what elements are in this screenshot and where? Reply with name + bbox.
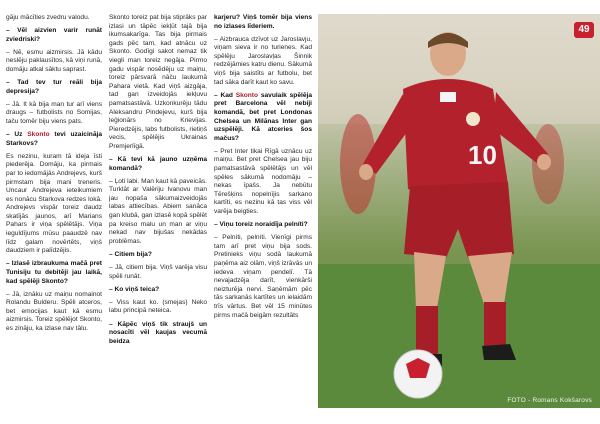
page-number-badge: 49 (574, 22, 594, 38)
body-paragraph: Es nezinu, kuram tā ideja īsti piederēja. Domāju, ka pirmais par to iedomājās Andrejevs, kurš pirmstam bija mani treneris. Uncaur Andrejeva ieteikumiem es nonācu Starkova redzes lokā. Andrejevs vispār toreiz daudz skatījās jaunos, arī Marians Pahars ir viņa spēlētājs. Viņa ieguldījums mūsu paaudzē nav līdz galam novērtēts, viņš daudziem ir palīdzējis. (6, 152, 102, 255)
body-paragraph: – Viss kaut ko. (smejas) Neko labu principā neteica. (109, 298, 207, 315)
body-paragraph: – Jā, citiem bija. Viņš varēja visu spēli runāt. (109, 264, 207, 280)
body-paragraph: – Jā. It kā bija man tur arī viens draugs – futbolists no Somijas, taču tomēr biju viens pats. (6, 100, 102, 125)
question-paragraph: – Vēl aizvien varir runāt zviedriski? (6, 27, 102, 43)
question-paragraph: karjeru? Viņš tomēr bija viens no izlases līderiem. (214, 14, 312, 30)
question-text: savulaik spēlēja pret Barcelona vēl nebiji komandā, bet pret Londonas Chelsea un Milānas Inter gan uzspēlēji. Kā atceries šos mačus? (214, 91, 312, 142)
football-player-illustration (318, 14, 600, 408)
body-paragraph: – Aizbrauca dzīvot uz Jaroslavju, viņam sieva ir no turienes. Kad spēlēju Jaroslavļas Šinnik redzējāmies katru dienu. Sākumā viņš bija saistīts ar futbolu, bet tad sāka darīt kaut ko savu. (214, 35, 312, 86)
body-paragraph: – Ļoti labi. Man kaut kā paveicās. Turklāt ar Valēriju Ivanovu man jau nopaša sākumaizveidojās labas attiecības. Abiem sanāca gan klubā, gan izlasē kopā spēlēt pa kreiso malu un man ar viņu nekad nav bijušas nekādas problēmas. (109, 177, 207, 245)
highlighted-name: Skonto (235, 91, 259, 99)
question-paragraph (214, 92, 312, 144)
question-paragraph: – Izlasē izbraukuma mačā pret Tunisiju tu debitēji jau laikā, kad spēlēji Skonto? (6, 260, 102, 285)
body-paragraph: – Jā, iznāku uz maiņu nomainot Rolandu Bulderu. Spēli atceros, bet emocijas kaut kā esmu aizmirsis. Toreiz spēlējot Skonto, es zināju, ka izlase nav tālu. (6, 290, 102, 332)
body-paragraph: – Pret Inter tikai Rīgā uznācu uz maiņu. Bet pret Chelsea jau biju pamatsastāvā spēlētājs un vēl spēles sākumā nodomāju – nekas īpašs. Ja nebūtu Tērešķins nopelnījis sarkano kartīti, es nezinu kā tas viss vēl varēja beigties. (214, 147, 312, 215)
body-paragraph: – Pelníti, pelníti. Vienīgi pirms tam arī pret viņu bija sods. Pretinieks viņu sodā laukumā paņēma aiz olām, viņš izrāvās un iedeva viņam pendelī. Tā nevajadzēja darīt, vienkārši neizturēja nervi. Saņēmām pēc tās sarkanās kartītes un ielaidām trīs vārtus. Bet vēl 15 minūtes pirms mačā beigām rezultāts (214, 234, 312, 319)
article-column-3 (214, 14, 312, 325)
question-text: – Kad (214, 91, 236, 99)
body-paragraph: gāju mācīties zvedru valodu. (6, 14, 90, 21)
question-paragraph: – Kā tevi kā jauno uzņēma komandā? (109, 156, 207, 172)
question-paragraph: – Citiem bija? (109, 250, 152, 258)
question-paragraph: – Viņu toreiz noraidīja pelníti? (214, 221, 308, 229)
question-text: – Uz (6, 131, 28, 139)
photo-credit: FOTO - Romans Kokšarovs (507, 397, 592, 404)
question-text: tevi uzaicināja Starkovs? (6, 131, 103, 147)
question-paragraph: – Tad tev tur reāli bija depresija? (6, 79, 102, 95)
highlighted-name: Skonto (27, 131, 50, 139)
question-paragraph (6, 131, 102, 148)
question-paragraph: – Kāpēc viņš tik straujš un nosacīti vēl kaujas vecumā beidza (109, 320, 207, 345)
article-column-1 (6, 14, 102, 338)
player-photo (318, 14, 600, 408)
jersey-number: 10 (468, 140, 497, 170)
body-paragraph: – Nē, esmu aizmirsis. Jā kādu neslēju paklausītos, kā viņi runā, domāju atkal sāktu saprast. (6, 48, 102, 73)
question-paragraph: – Ko viņš teica? (109, 285, 160, 293)
body-paragraph: Skonto toreiz pat bija stiprāks par izlasi un tāpēc iekļūt tajā bija ikumsakarīga. Tas bija pirmais gads pēc tam, kad atnācu uz Skonto. Godīgi sakot nemaz tik viegli man toreiz negāja. Pirmo gadu vispār nosēdēju uz maiņu, toreiz pārsvarā nāču laukumā Pahara vietā. Kad viņš aizgāja, tad gan izveidojās iekļuvu pamatsastāvā. Uzkonkurēju tādu Aleksandru Pindejevu, kurš bija leģionārs no Krievijas. Pieredzējis, labs futbolists, rietiņš vecis, spēlējis Ukrainas Premjerlīgā. (109, 14, 207, 150)
article-column-2 (109, 14, 207, 351)
